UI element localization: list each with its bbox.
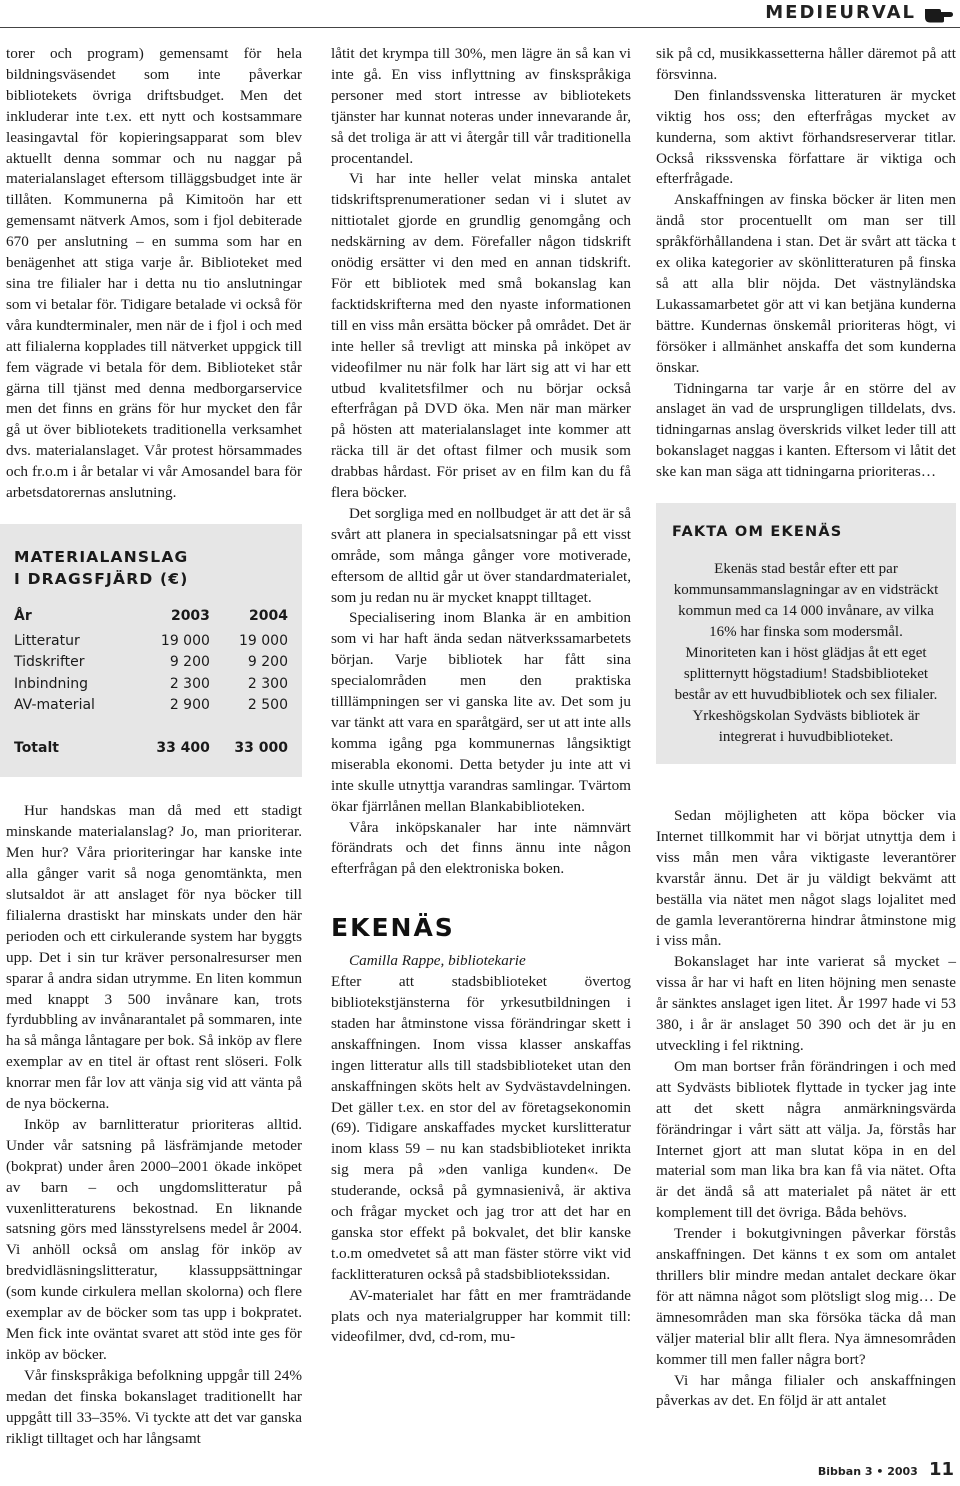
table-row bbox=[14, 631, 288, 653]
fact-box-title: FAKTA OM EKENÄS bbox=[672, 524, 843, 541]
column-3 bbox=[656, 44, 956, 1412]
fact-box-text: Ekenäs stad består efter ett par kommunsammanslagningar av en vidsträckt kommun med ca 14 000 invånare, av vilka 16% har finska som modersmål. Minoriteten kan i höst glädjas åt ett eget splitternytt högstadium! Stadsbiblioteket består av ett huvudbibliotek och sex filialer. Yrkeshögskolan Sydvästs bibliotek är integrerat i huvudbiblioteket. bbox=[673, 561, 939, 746]
table-row bbox=[14, 652, 288, 674]
fakta-om-ekenas-box bbox=[656, 503, 956, 764]
header-rule bbox=[0, 27, 960, 28]
value-2003: 9 200 bbox=[169, 654, 210, 671]
value-2004: 2 300 bbox=[247, 675, 288, 692]
header-2003: 2003 bbox=[170, 607, 210, 624]
table-title-line-2: I DRAGSFJÄRD (€) bbox=[14, 569, 189, 588]
paragraph: Trender i bokutgivningen påverkar förstås anskaffningen. Det känns t ex som om antalet thrillers blir mindre medan antalet deckare ökar för att nämna något som plötsligt slog mig… De ämnesområden man ska försöka täcka då man väljer material blir allt flera. Nya ämnesområden kommer till men faller några bort? bbox=[656, 1225, 956, 1368]
page-header bbox=[0, 0, 960, 34]
table-row bbox=[14, 674, 288, 696]
paragraph: Om man bortser från förändringen i och med att Sydvästs bibliotek flyttade in tycker jag inte att det skett några anmärkningsvärda förändringar i vårt sätt att välja. Ja, förstås har Internet gjort att man slutat köpa in en del material som man lika bra kan få via nätet. Ofta är det ändå så att materialet på nätet är ett komplement till det övriga. Båda behövs. bbox=[656, 1057, 956, 1222]
table-header-row bbox=[14, 604, 288, 631]
paragraph: Vår finskspråkiga befolkning uppgår till 24% medan det finska bokanslaget traditionellt har uppgått till 33–35%. Vi tyckte att det var ganska rikligt tilltaget och har långsamt bbox=[6, 1366, 302, 1447]
value-2003: 2 300 bbox=[169, 675, 210, 692]
paragraph: Våra inköpskanaler har inte nämnvärt förändrats och det finns ännu inte någon efterfrågan på den elektroniska boken. bbox=[331, 818, 631, 878]
paragraph: Efter att stadsbiblioteket övertog bibliotekstjänsterna för yrkesutbildningen i staden har åtminstone vissa förändringar skett i anskaffningen. Inom vissa klasser anskaffas ingen litteratur alls till stadsbiblioteket utan den anskaffningen sköts helt av Sydvästavdelningen. Det gäller t.ex. en stor del av företagsekonomin (69). Tidigare anskaffades mycket kurslitteratur inom klass 59 – nu kan stadsbiblioteket inrikta sig mera på »den vanliga kunden«. De studerande, också på gymnasienivå, är aktiva och frågar mycket och jag tror att det har en ganska stor effekt på bokvalet, det blir kanske t.o.m omedvetet så att man fäster större vikt vid facklitteraturen också på stadsbibliotekssidan. bbox=[331, 973, 631, 1283]
section-label: MEDIEURVAL bbox=[765, 2, 916, 23]
row-label: Inbindning bbox=[14, 675, 89, 692]
paragraph: Inköp av barnlitteratur prioriteras alltid. Under vår satsning på läsfrämjande metoder (bokprat) under åren 2000–2001 ökade inköpet av barn – och ungdomslitteratur på vuxenlitteraturens bekostnad. En liknande satsning görs med länsstyrelsens medel år 2004. Vi anhöll också om anslag för inköp av bredvidläsningslitteratur, klassuppsättningar (som kunde cirkulera mellan skolorna) och flere exemplar av de böcker som tas upp i bokpratet. Men fick inte oväntat svaret att stöd inte ges för inköp av böcker. bbox=[6, 1115, 302, 1363]
paragraph: låtit det krympa till 30%, men lägre än så kan vi inte gå. En viss inflyttning av finskspråkiga personer med stort intresse av bibliotekets tjänster har kunnat noteras under innevarande år, så det troliga är att vi återgår till vår traditionella procentandel. bbox=[331, 45, 631, 167]
table-title bbox=[14, 546, 288, 590]
paragraph: Sedan möjligheten att köpa böcker via Internet tillkommit har vi börjat utnyttja dem i viss mån men våra viktigaste leverantörer kvarstår ännu. Det är ju väldigt bekvämt att beställa via nätet men något slags lojalitet med de gamla leverantörerna hindrar åtminstone mig i viss mån. bbox=[656, 807, 956, 950]
pointing-hand-icon bbox=[924, 3, 954, 23]
header-2004: 2004 bbox=[249, 607, 288, 624]
value-2003: 19 000 bbox=[160, 632, 210, 649]
table-total-row bbox=[14, 717, 288, 760]
table-title-line-1: MATERIALANSLAG bbox=[14, 547, 189, 566]
publication-info: Bibban 3 • 2003 bbox=[817, 1465, 918, 1478]
paragraph: Specialisering inom Blanka är en ambition som vi har haft ända sedan nätverkssamarbetets början. Varje bibliotek har fått sina specialområden men den praktiska tilllämpningen ser vi ganska lite av. Det som ju var tänkt att vara en sparåtgärd, ser ut att inte alls komma igång pga kommunernas långsiktigt miserabla ekonomi. Detta betyder ju inte att vi inte skulle utnyttja varandras samlingar. Tvärtom ökar fjärrlånen mellan Blankabiblioteken. bbox=[331, 609, 631, 815]
paragraph: sik på cd, musikkassetterna håller däremot på att försvinna. bbox=[656, 45, 956, 83]
row-label: AV-material bbox=[14, 697, 95, 714]
row-label: Tidskrifter bbox=[14, 654, 85, 671]
paragraph: torer och program) gemensamt för hela bildningsväsendet som inte påverkar bibliotekets övriga driftsbudget. Men det inkluderar inte t.ex. ett nytt och kostsammare leasingavtal för kopieringsapparat som blev aktuellt denna sommar och nu naggar på materialanslaget eftersom tilläggsbudget inte är tillåten. Kommunerna på Kimitoön har ett gemensamt nätverk Amos, som i fjol debiterade 670 per anslutning – en summa som har en benägenhet att stiga varje år. Biblioteket med sina tre filialer har i detta nu tio anslutningar som vi betalar för. Tidigare betalade vi också för våra kundterminaler, men när de i fjol i och med att filialerna kopplades till nätverket uppgick till fem vägrade vi betala för dem. Biblioteket står gärna till tjänst med denna medborgarservice men det finns en gräns för hur mycket den får gå ut över bibliotekets traditionella verksamhet dvs. materialanslaget. Vår protest hörsammades och fr.o.m i år betalar vi vår Amosandel bara för arbetsdatorernas anslutning. bbox=[6, 45, 302, 502]
column-2 bbox=[331, 44, 631, 1348]
value-2004: 9 200 bbox=[247, 654, 288, 671]
paragraph: Den finlandssvenska litteraturen är mycket viktig hos oss; den efterfrågas mycket av kunderna, som aktivt förhandsreserverar titlar. Också rikssvenska författare är viktiga och efterfrågade. bbox=[656, 86, 956, 188]
ekenas-heading: EKENÄS bbox=[331, 913, 455, 943]
paragraph: Vi har många filialer och anskaffningen påverkas av det. En följd är att antalet bbox=[656, 1371, 956, 1410]
header-year: År bbox=[14, 607, 32, 624]
page-footer bbox=[818, 1459, 954, 1480]
byline: Camilla Rappe, bibliotekarie bbox=[349, 952, 526, 970]
paragraph: Vi har inte heller velat minska antalet tidskriftsprenumerationer sedan vi i slutet av nittiotalet gjorde en grundlig genomgång och nedskärning av dem. Förefaller någon tidskrift onödig ersätter vi den med en annan tidskrift. För ett bibliotek med små bokanslag kan facktidskrifterna med den nyaste informationen till en viss mån ersätta böcker på området. Det är inte heller så trevligt att minska på inköpet av videofilmer nu när folk har lärt sig att vi har ett utbud kvalitetsfilmer och nu börjar också efterfrågan på DVD öka. Men när man märker på hösten att materialanslaget inte kommer att räcka till är det oftast filmer och musik som drabbas hårdast. För priset av en film kan du få flera böcker. bbox=[331, 170, 631, 502]
total-label: Totalt bbox=[14, 739, 59, 756]
paragraph: Bokanslaget har inte varierat så mycket – vissa år har vi haft en liten höjning men senaste år sänktes anslaget igen litet. År 1997 hade vi 53 380, i år är anslaget 50 390 och det är ju en utveckling i fel riktning. bbox=[656, 953, 956, 1054]
row-label: Litteratur bbox=[14, 632, 80, 649]
value-2004: 19 000 bbox=[239, 632, 288, 649]
value-2004: 2 500 bbox=[247, 697, 288, 714]
paragraph: Det sorgliga med en nollbudget är att det är så svårt att planera in specialsatsningar på ett visst område, som många gånger vore motiverade, eftersom de alltid går ut över standardmaterialet, som ju redan nu är mycket knappt tilltaget. bbox=[331, 504, 631, 606]
column-1 bbox=[6, 44, 302, 1449]
total-2004: 33 000 bbox=[234, 739, 288, 756]
paragraph: AV-materialet har fått en mer framträdande plats och nya materialgrupper har kommit till: videofilmer, dvd, cd-rom, mu- bbox=[331, 1286, 631, 1346]
page-number: 11 bbox=[928, 1459, 954, 1480]
paragraph: Hur handskas man då med ett stadigt minskande materialanslag? Jo, man prioriterar. Men hur? Våra prioriteringar har kanske inte alla gånger varit så noga genomtänkta, men slutsaldot är att anslaget för nya böcker till filialerna drastiskt har minskats under den här perioden och ett cirkulerande system har byggts upp. Det i sin tur kräver personalresurser men sparar å andra sidan utrymme. En liten kommun med knappt 3 500 invånare kan, trots fyrdubbling av invånarantalet på sommaren, inte ha så många låntagare per bok. Så inköp av flere exemplar av en titel är oftast rent slöseri. Folk knorrar men får lov att vänja sig vid att vänta på de nya böckerna. bbox=[6, 802, 302, 1113]
materialanslag-box bbox=[0, 524, 302, 777]
total-2003: 33 400 bbox=[156, 739, 210, 756]
paragraph: Anskaffningen av finska böcker är liten men ändå stor procentuellt om man ser till språkförhållandena i stan. Det är svårt att täcka t ex olika kategorier av skönlitteraturen på finska så att alla blir nöjda. Det västnyländska Lukassamarbetet gör att vi kan betjäna kunderna bättre. Kundernas önskemål prioriteras högt, vi försöker i allmänhet anskaffa det som kunderna önskar. bbox=[656, 191, 956, 376]
materialanslag-table bbox=[14, 604, 288, 759]
value-2003: 2 900 bbox=[169, 697, 210, 714]
table-row bbox=[14, 695, 288, 717]
paragraph: Tidningarna tar varje år en större del av anslaget än vad de ursprungligen tilldelats, dvs. tidningarnas anslag överskrids vilket leder till att bokanslaget naggas i kanten. Eftersom vi låtit det ske kan man säga att tidningarna prioriteras… bbox=[656, 379, 956, 481]
